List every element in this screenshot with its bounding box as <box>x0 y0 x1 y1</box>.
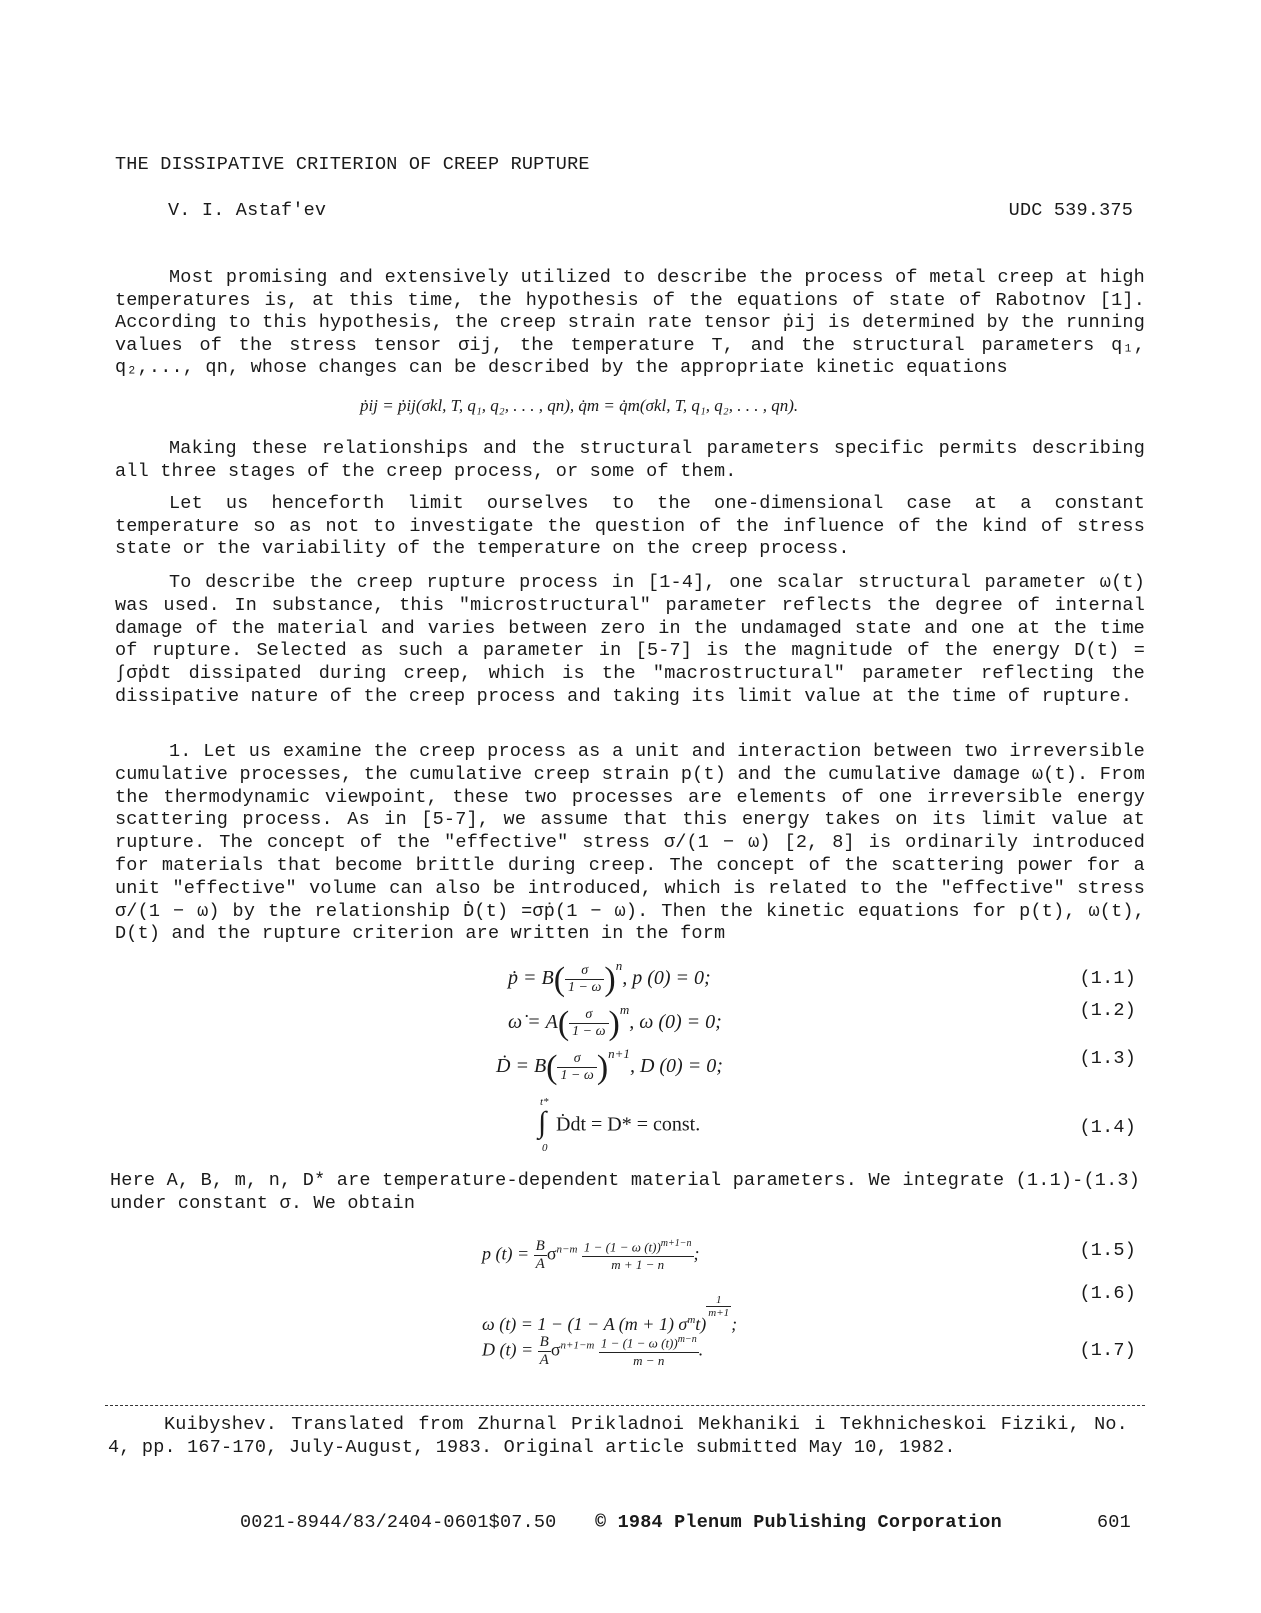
eq-frac-num: 1 − (1 − ω (t)) <box>600 1335 678 1351</box>
eq-exp-num: 1 <box>706 1294 731 1307</box>
footnote-separator <box>105 1405 1145 1406</box>
integral-lower-limit: 0 <box>542 1142 548 1154</box>
eq-den: 1 − ω <box>560 1067 594 1083</box>
eq-body: ω (t) = 1 − (1 − A (m + 1) σ <box>482 1314 688 1334</box>
equation-1-7 <box>482 1334 703 1369</box>
eq-mid: σ <box>550 1339 561 1360</box>
footer-code: 0021-8944/83/2404-0601$07.50 <box>240 1512 557 1533</box>
eq-tail: ; <box>693 1243 700 1264</box>
eq-mid: σ <box>546 1243 557 1264</box>
footnote: Kuibyshev. Translated from Zhurnal Prikladnoi Mekhaniki i Tekhnicheskoi Fiziki, No. 4, pp. 167-170, July-August, 1983. Original article submitted May 10, 1982. <box>108 1414 1128 1458</box>
eq-body-exp: m <box>687 1314 696 1326</box>
eq-den: 1 − ω <box>568 979 602 995</box>
equation-1-1: ṗ = B( $\frac{\sigma}{1 - \omega}$ )$^n$, p (0) = 0; <box>508 958 711 998</box>
equation-number-1-1: (1.1) <box>1079 968 1136 989</box>
equation-number-1-4: (1.4) <box>1079 1117 1136 1138</box>
equation-1-6 <box>482 1294 737 1335</box>
eq-tail: , p (0) = 0; <box>622 967 711 989</box>
equation-number-1-7: (1.7) <box>1079 1340 1136 1361</box>
eq-frac-den: m − n <box>633 1352 665 1368</box>
eq-mid-exp: n−m <box>556 1243 578 1256</box>
eq-frac-den: m + 1 − n <box>611 1256 665 1272</box>
paragraph-1: Most promising and extensively utilized to describe the process of metal creep at high temperatures is, at this time, the hypothesis of the equations of state of Rabotnov [1]. According to this hypothesis, the creep strain rate tensor ṗij is determined by the running values of the stress tensor σij, the temperature T, and the structural parameters q₁, q₂,..., qn, whose changes can be described by the appropriate kinetic equations <box>115 267 1145 378</box>
author: V. I. Astaf'ev <box>168 200 327 221</box>
eq-body2: t) <box>695 1314 707 1334</box>
eq-lhs: ω̇ = A <box>508 1011 558 1033</box>
eq-lhs: p (t) = <box>482 1243 530 1264</box>
equation-1-3: Ḋ = B( $\frac{\sigma}{1 - \omega}$ )$^{n+1}$, D (0) = 0; <box>496 1046 723 1086</box>
eq-exp: n+1 <box>608 1046 630 1061</box>
eq-tail: . <box>698 1339 704 1360</box>
paragraph-3: Let us henceforth limit ourselves to the one-dimensional case at a constant temperature so as not to investigate the question of the influence of the kind of stress state or the variability of the temperature on the creep process. <box>115 493 1145 559</box>
equation-number-1-3: (1.3) <box>1079 1048 1136 1069</box>
eq-body: Ḋdt = D* = const. <box>556 1113 701 1136</box>
integral-upper-limit: t* <box>540 1096 549 1108</box>
eq-den: 1 − ω <box>572 1023 606 1039</box>
paragraph-5: 1. Let us examine the creep process as a unit and interaction between two irreversible cumulative processes, the cumulative creep strain p(t) and the cumulative damage ω(t). From the thermodynamic viewpoint, these two processes are elements of one irreversible energy scattering process. As in [5-7], we assume that this energy takes on its limit value at rupture. The concept of the "effective" stress σ/(1 − ω) [2, 8] is ordinarily introduced for materials that become brittle during creep. The concept of the scattering power for a unit "effective" volume can also be introduced, which is related to the "effective" stress σ/(1 − ω) by the relationship Ḋ(t) =σṗ(1 − ω). Then the kinetic equations for p(t), ω(t), D(t) and the rupture criterion are written in the form <box>115 741 1145 945</box>
equation-number-1-5: (1.5) <box>1079 1240 1136 1261</box>
footer-copyright: © 1984 Plenum Publishing Corporation <box>595 1512 1002 1533</box>
eq-coef-num: B <box>539 1334 549 1350</box>
eq-exp: m <box>619 1002 630 1017</box>
equation-1-5 <box>482 1238 700 1273</box>
paragraph-4: To describe the creep rupture process in [1-4], one scalar structural parameter ω(t) was used. In substance, this "microstructural" parameter reflects the degree of internal damage of the material and varies between zero in the undamaged state and one at the time of rupture. Selected as such a parameter in [5-7] is the magnitude of the energy D(t) = ∫σṗdt dissipated during creep, which is the "macrostructural" parameter reflecting the dissipative nature of the creep process and taking its limit value at the time of rupture. <box>115 572 1145 707</box>
eq-num: σ <box>565 963 604 980</box>
eq-lhs: ṗ = B <box>508 967 554 989</box>
eq-lhs: Ḋ = B <box>496 1055 547 1077</box>
paragraph-6: Here A, B, m, n, D* are temperature-dependent material parameters. We integrate (1.1)-(1.3) under constant σ. We obtain <box>110 1170 1140 1214</box>
eq-num: σ <box>569 1007 608 1024</box>
eq-exp-den: m+1 <box>708 1307 730 1319</box>
paper-title: THE DISSIPATIVE CRITERION OF CREEP RUPTURE <box>115 154 590 175</box>
paragraph-2: Making these relationships and the structural parameters specific permits describing all three stages of the creep process, or some of them. <box>115 438 1145 482</box>
udc-code: UDC 539.375 <box>1008 200 1133 221</box>
integral-sign: ∫ <box>538 1106 547 1139</box>
equation-state: ṗij = ṗij(σkl, T, q₁, q₂, . . . , qn), q̇m = q̇m(σkl, T, q₁, q₂, . . . , qn). <box>360 396 799 415</box>
eq-frac-num-exp: m+1−n <box>660 1238 692 1250</box>
page-number: 601 <box>1097 1512 1131 1533</box>
equation-number-1-6: (1.6) <box>1079 1283 1136 1304</box>
equation-1-4 <box>538 1098 700 1154</box>
eq-tail: ; <box>731 1314 738 1334</box>
eq-lhs: D (t) = <box>482 1339 534 1360</box>
eq-frac-num: 1 − (1 − ω (t)) <box>583 1239 661 1255</box>
eq-coef-den: A <box>535 1256 545 1272</box>
eq-coef-den: A <box>539 1352 549 1368</box>
eq-tail: , D (0) = 0; <box>629 1055 723 1077</box>
eq-num: σ <box>557 1051 596 1068</box>
eq-exp: n <box>615 958 623 973</box>
equation-1-2: ω̇ = A( $\frac{\sigma}{1 - \omega}$ )$^m$, ω (0) = 0; <box>508 1002 722 1042</box>
eq-coef-num: B <box>535 1238 545 1254</box>
eq-frac-num-exp: m−n <box>677 1334 697 1346</box>
eq-mid-exp: n+1−m <box>560 1339 595 1352</box>
equation-number-1-2: (1.2) <box>1079 1000 1136 1021</box>
eq-tail: , ω (0) = 0; <box>629 1011 722 1033</box>
